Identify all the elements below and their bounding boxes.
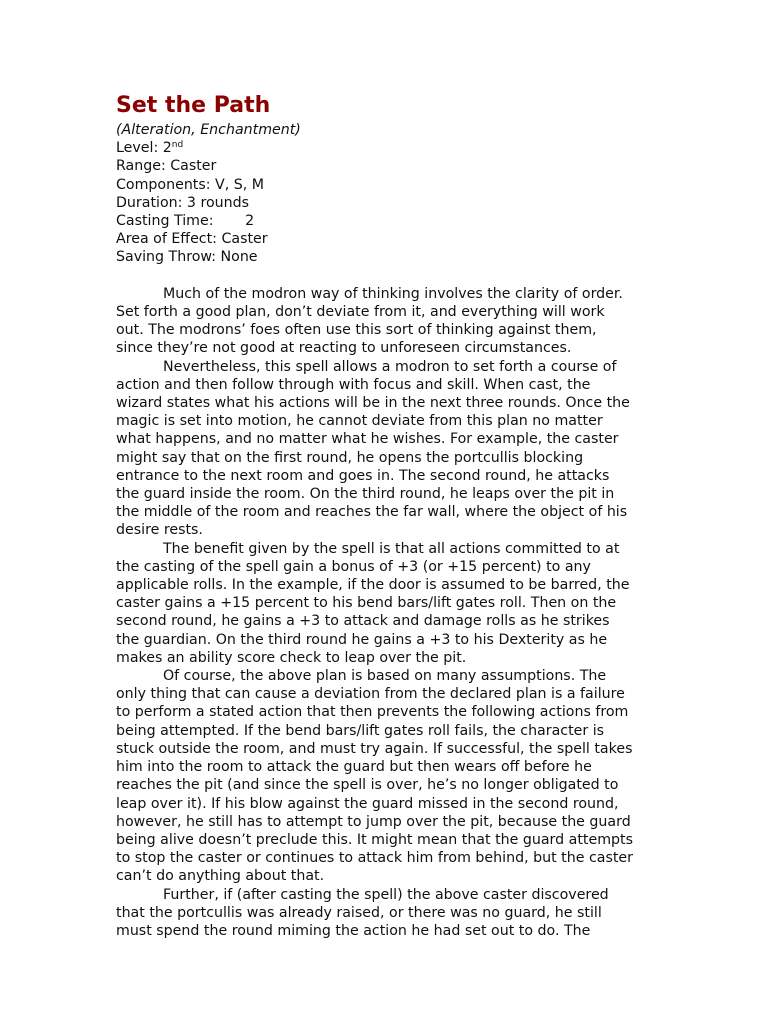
section-spacer [116, 267, 636, 285]
level-suffix: nd [171, 140, 184, 151]
spell-schools: (Alteration, Enchantment) [116, 122, 301, 138]
spell-components: Components: V, S, M [116, 176, 265, 193]
spell-level [116, 139, 636, 157]
spell-title: Set the Path [116, 93, 271, 118]
spell-saving-throw: Saving Throw: None [116, 249, 258, 266]
spell-range: Range: Caster [116, 158, 217, 175]
body-paragraph: Further, if (after casting the spell) the above caster discovered that the portcullis was already raised, or there was no guard, he still must spend the round miming the action he had set out to do. The [116, 886, 609, 939]
body-paragraph: Much of the modron way of thinking involves the clarity of order. Set forth a good plan, don’t deviate from it, and everything will work out. The modrons’ foes often use this sort of thinking against them, since they’re not good at reacting to unforeseen circumstances. [116, 285, 623, 357]
body-paragraph: Of course, the above plan is based on many assumptions. The only thing that can cause a deviation from the declared plan is a failure to perform a stated action that then prevents the following actions from being attempted. If the bend bars/lift gates roll fails, the character is stuck outside the room, and must try again. If successful, the spell takes him into the room to attack the guard but then wears off before he reaches the pit (and since the spell is over, he’s no longer obligated to leap over it). If his blow against the guard missed in the second round, however, he still has to attempt to jump over the pit, because the guard being alive doesn’t preclude this. It might mean that the guard attempts to stop the caster or continues to attack him from behind, but the caster can’t do anything about that. [116, 668, 633, 885]
spell-casting-time: Casting Time: 2 [116, 213, 255, 230]
level-number: 2 [162, 140, 172, 157]
spell-area-of-effect: Area of Effect: Caster [116, 231, 268, 248]
level-label: Level: [116, 140, 163, 157]
spell-duration: Duration: 3 rounds [116, 194, 250, 211]
body-paragraph: Nevertheless, this spell allows a modron to set forth a course of action and then follow through with focus and skill. When cast, the wizard states what his actions will be in the next three rounds. Once the magic is set into motion, he cannot deviate from this plan no matter what happens, and no matter what he wishes. For example, the caster might say that on the first round, he opens the portcullis blocking entrance to the next room and goes in. The second round, he attacks the guard inside the room. On the third round, he leaps over the pit in the middle of the room and reaches the far wall, where the object of his desire rests. [116, 358, 630, 539]
body-paragraph: The benefit given by the spell is that all actions committed to at the casting of the spell gain a bonus of +3 (or +15 percent) to any applicable rolls. In the example, if the door is assumed to be barred, the caster gains a +15 percent to his bend bars/lift gates roll. Then on the second round, he gains a +3 to attack and damage rolls as he strikes the guardian. On the third round he gains a +3 to his Dexterity as he makes an ability score check to leap over the pit. [116, 540, 630, 666]
document-page [116, 91, 636, 940]
